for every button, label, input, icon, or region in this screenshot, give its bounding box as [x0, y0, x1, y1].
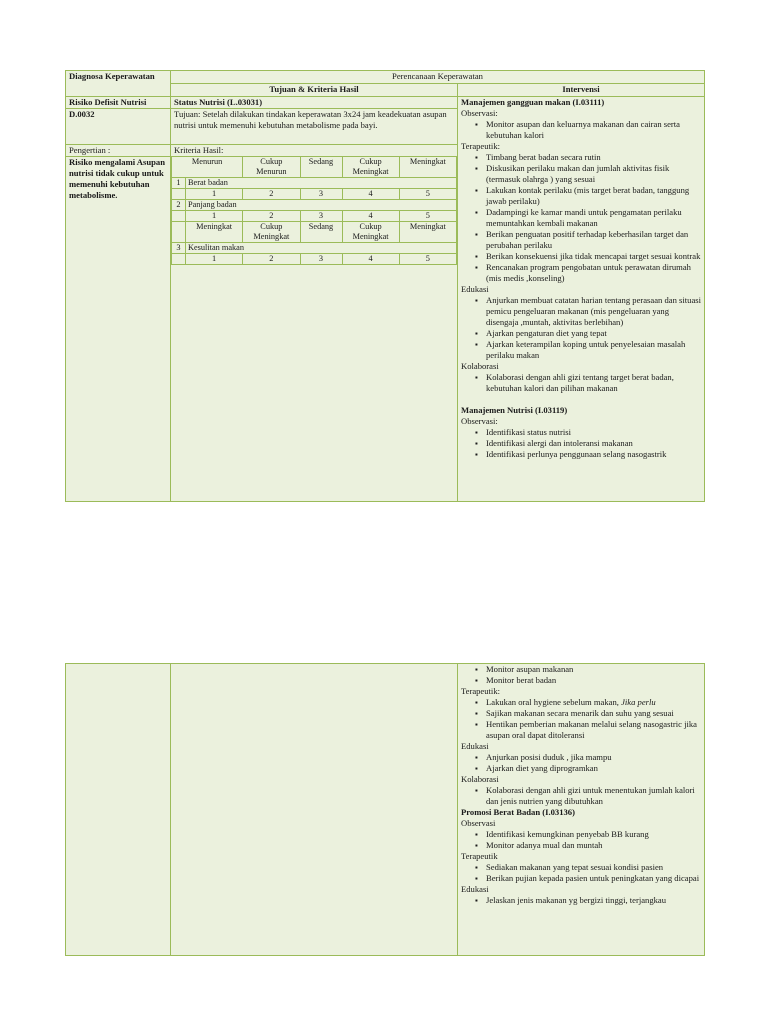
- pengertian-label: Pengertian :: [66, 145, 171, 157]
- list-item: ▪ Monitor berat badan: [475, 675, 701, 686]
- ter-list: [461, 697, 701, 741]
- list-item: ▪ Kolaborasi dengan ahli gizi tentang target berat badan, kebutuhan kalori dan pilihan makanan: [475, 372, 701, 394]
- intervention-cell: [458, 97, 705, 502]
- edu-label: Edukasi: [461, 284, 489, 294]
- list-item: ▪ Identifikasi status nutrisi: [475, 427, 701, 438]
- scale-cell: Cukup Meningkat: [342, 157, 399, 178]
- list-item: ▪ Monitor adanya mual dan muntah: [475, 840, 701, 851]
- list-item: ▪ Kolaborasi dengan ahli gizi untuk menentukan jumlah kalori dan jenis nutrien yang dibutuhkan: [475, 785, 701, 807]
- list-item: ▪ Identifikasi alergi dan intoleransi makanan: [475, 438, 701, 449]
- obs-label: Observasi:: [461, 108, 498, 118]
- outcome-tujuan: Tujuan: Setelah dilakukan tindakan keperawatan 3x24 jam keadekuatan asupan nutrisi untuk memenuhi kebutuhan metabolisme pada bayi.: [171, 109, 458, 145]
- care-plan-table-page1: [65, 70, 705, 502]
- m1-title: Manajemen gangguan makan (I.03111): [461, 97, 605, 107]
- edu-list: [461, 295, 701, 361]
- ter-label: Terapeutik:: [461, 141, 501, 151]
- criteria-label: Berat badan: [186, 178, 457, 189]
- criteria-grid: [171, 156, 457, 265]
- scale-cell: Meningkat: [399, 157, 456, 178]
- pengertian-text: Risiko mengalami Asupan nutrisi tidak cukup untuk memenuhi kebutuhan metabolisme.: [66, 157, 171, 502]
- edu-label: Edukasi: [461, 741, 489, 751]
- list-item: ▪ Identifikasi perlunya penggunaan selang nasogastrik: [475, 449, 701, 460]
- empty-diagnosis-cell: [66, 664, 171, 956]
- empty-outcome-cell: [171, 664, 458, 956]
- score-cell: 1: [186, 254, 243, 265]
- kol-label: Kolaborasi: [461, 774, 499, 784]
- score-cell: 2: [243, 211, 300, 222]
- obs-label: Observasi: [461, 818, 496, 828]
- scale-cell: Sedang: [300, 157, 342, 178]
- edu2-label: Edukasi: [461, 884, 489, 894]
- list-item: ▪ Lakukan kontak perilaku (mis target berat badan, tanggung jawab perilaku): [475, 185, 701, 207]
- criteria-label: Panjang badan: [186, 200, 457, 211]
- m2-obs-label: Observasi:: [461, 416, 498, 426]
- list-item: ▪ Anjurkan posisi duduk , jika mampu: [475, 752, 701, 763]
- score-cell: 1: [186, 189, 243, 200]
- criteria-cell: [171, 145, 458, 502]
- score-cell: 5: [399, 254, 456, 265]
- m3-title: Promosi Berat Badan (I.03136): [461, 807, 575, 817]
- kol-list: [461, 372, 701, 394]
- ter-list: [461, 152, 701, 284]
- list-item: ▪ Ajarkan diet yang diprogramkan: [475, 763, 701, 774]
- header-tujuan: Tujuan & Kriteria Hasil: [171, 84, 458, 97]
- m3-obs-list: [461, 829, 701, 851]
- list-item: ▪ Lakukan oral hygiene sebelum makan, Jika perlu: [475, 697, 701, 708]
- list-item: ▪ Rencanakan program pengobatan untuk perawatan dirumah (mis medis ,konseling): [475, 262, 701, 284]
- header-perencanaan: Perencanaan Keperawatan: [171, 71, 705, 84]
- list-item: ▪ Ajarkan keterampilan koping untuk penyelesaian masalah perilaku makan: [475, 339, 701, 361]
- list-item: ▪ Sajikan makanan secara menarik dan suhu yang sesuai: [475, 708, 701, 719]
- list-item: ▪ Monitor asupan makanan: [475, 664, 701, 675]
- score-cell: 4: [342, 189, 399, 200]
- diagnosis-code: D.0032: [66, 109, 171, 145]
- list-item: ▪ Dadampingi ke kamar mandi untuk pengamatan perilaku memuntahkan kembali makanan: [475, 207, 701, 229]
- list-item: ▪ Jelaskan jenis makanan yg bergizi tinggi, terjangkau: [475, 895, 701, 906]
- score-cell: 2: [243, 189, 300, 200]
- criteria-number: 1: [172, 178, 186, 189]
- list-item: ▪ Identifikasi kemungkinan penyebab BB kurang: [475, 829, 701, 840]
- list-item: ▪ Berikan pujian kepada pasien untuk peningkatan yang dicapai: [475, 873, 701, 884]
- scale-cell: Cukup Menurun: [243, 157, 300, 178]
- list-item: ▪ Berikan konsekuensi jika tidak mencapai target sesuai kontrak: [475, 251, 701, 262]
- outcome-title: Status Nutrisi (L.03031): [171, 97, 458, 109]
- list-item: ▪ Berikan penguatan positif terhadap keberhasilan target dan perubahan perilaku: [475, 229, 701, 251]
- list-item: ▪ Anjurkan membuat catatan harian tentang perasaan dan situasi pemicu pengeluaran makanan (mis pengeluaran yang disengaja ,muntah, aktivitas berlebihan): [475, 295, 701, 328]
- kriteria-label: Kriteria Hasil:: [174, 145, 224, 155]
- criteria-label: Kesulitan makan: [186, 243, 457, 254]
- scale-cell: Cukup Meningkat: [342, 222, 399, 243]
- scale-cell: Cukup Meningkat: [243, 222, 300, 243]
- score-cell: 2: [243, 254, 300, 265]
- scale-cell: Meningkat: [186, 222, 243, 243]
- kol-list: [461, 785, 701, 807]
- header-diagnosa: Diagnosa Keperawatan: [66, 71, 171, 97]
- ter2-label: Terapeutik: [461, 851, 498, 861]
- score-cell: 4: [342, 211, 399, 222]
- m2-obs-list: [461, 427, 701, 460]
- m3-edu-list: [461, 895, 701, 906]
- score-cell: 5: [399, 189, 456, 200]
- criteria-number: 3: [172, 243, 186, 254]
- obs-list: [461, 119, 701, 141]
- score-cell: 3: [300, 211, 342, 222]
- intervention-cell-page2: [458, 664, 705, 956]
- kol-label: Kolaborasi: [461, 361, 499, 371]
- list-item: ▪ Sediakan makanan yang tepat sesuai kondisi pasien: [475, 862, 701, 873]
- ter-label: Terapeutik:: [461, 686, 501, 696]
- criteria-number: 2: [172, 200, 186, 211]
- scale-cell: Menurun: [172, 157, 243, 178]
- care-plan-table-page2: [65, 663, 705, 956]
- scale-cell: Sedang: [300, 222, 342, 243]
- scale-cell: Meningkat: [399, 222, 456, 243]
- obs-list: [461, 664, 701, 686]
- score-cell: 3: [300, 189, 342, 200]
- list-item: ▪ Timbang berat badan secara rutin: [475, 152, 701, 163]
- score-cell: 5: [399, 211, 456, 222]
- list-item: ▪ Hentikan pemberian makanan melalui selang nasogastric jika asupan oral dapat ditoleransi: [475, 719, 701, 741]
- edu-list: [461, 752, 701, 774]
- m2-title: Manajemen Nutrisi (I.03119): [461, 405, 568, 415]
- list-item: ▪ Diskusikan perilaku makan dan jumlah aktivitas fisik (termasuk olahrga ) yang sesuai: [475, 163, 701, 185]
- diagnosis-title: Risiko Defisit Nutrisi: [66, 97, 171, 109]
- list-item: ▪ Monitor asupan dan keluarnya makanan dan cairan serta kebutuhan kalori: [475, 119, 701, 141]
- score-cell: 4: [342, 254, 399, 265]
- list-item: ▪ Ajarkan pengaturan diet yang tepat: [475, 328, 701, 339]
- m3-ter-list: [461, 862, 701, 884]
- header-intervensi: Intervensi: [458, 84, 705, 97]
- score-cell: 1: [186, 211, 243, 222]
- score-cell: 3: [300, 254, 342, 265]
